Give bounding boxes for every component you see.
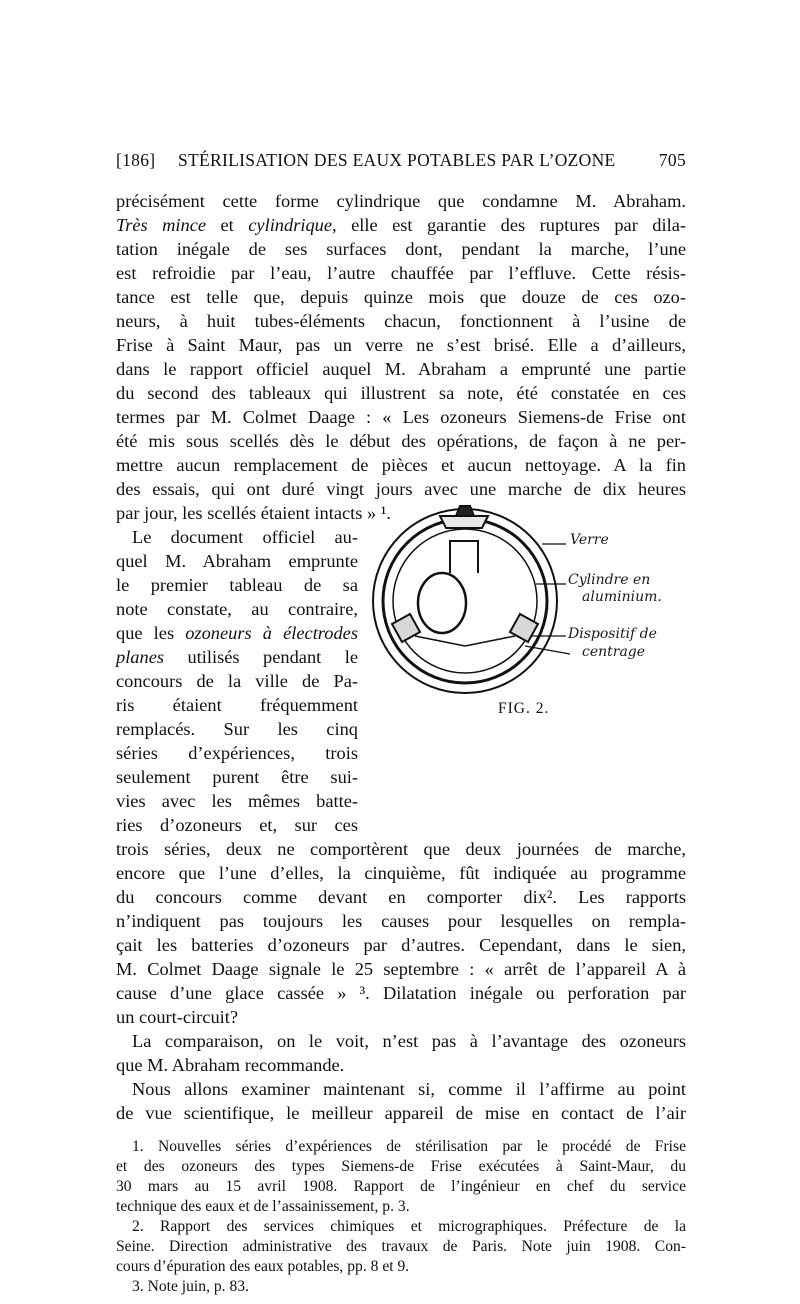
footnote-line: technique des eaux et de l’assainissement, p. 3. [116, 1198, 410, 1215]
emphasis-text: Très mince [116, 215, 207, 235]
label-cylindre-line1: Cylindre en [568, 572, 651, 588]
label-cylindre-line2: aluminium. [582, 589, 662, 605]
body-line: Très mince et cylindrique, elle est garantie des ruptures par dila- [116, 215, 686, 235]
top-knob [456, 506, 474, 516]
label-verre: Verre [570, 532, 609, 548]
body-line: n’indiquent pas toujours les causes pour lesquelles on rempla- [116, 911, 686, 931]
body-line: planes utilisés pendant le [116, 647, 358, 667]
figure-caption: FIG. 2. [498, 700, 550, 717]
body-line: Nous allons examiner maintenant si, comme il l’affirme au point [132, 1079, 686, 1099]
page-reference: [186] [116, 150, 156, 170]
page-number: 705 [658, 150, 686, 170]
emphasis-text: ozoneurs à électrodes [185, 623, 358, 643]
body-line: neurs, à huit tubes-éléments chacun, fonctionnent à l’usine de [116, 311, 686, 331]
body-line: de vue scientifique, le meilleur appareil de mise en contact de l’air [116, 1103, 686, 1123]
top-spacer [450, 541, 478, 573]
body-line: cause d’une glace cassée » ³. Dilatation inégale ou perforation par [116, 983, 686, 1003]
body-line: précisément cette forme cylindrique que condamne M. Abraham. [116, 191, 686, 211]
footnote-line: cours d’épuration des eaux potables, pp. 8 et 9. [116, 1258, 410, 1275]
body-line: tance est telle que, depuis quinze mois que douze de ces ozo- [116, 287, 686, 307]
emphasis-text: planes [116, 647, 165, 667]
body-line: du concours comme devant en comporter dix². Les rapports [116, 887, 686, 907]
footnote-line: et des ozoneurs des types Siemens-de Frise exécutées à Saint-Maur, du [116, 1158, 686, 1175]
body-line: termes par M. Colmet Daage : « Les ozoneurs Siemens-de Frise ont [116, 407, 686, 427]
body-line: Frise à Saint Maur, pas un verre ne s’est brisé. Elle a d’ailleurs, [116, 335, 686, 355]
label-dispositif-line1: Dispositif de [568, 626, 657, 642]
body-line: ries d’ozoneurs et, sur ces [116, 815, 358, 835]
body-line: un court-circuit? [116, 1007, 239, 1027]
body-line: trois séries, deux ne comportèrent que deux journées de marche, [116, 839, 686, 859]
body-line: est refroidie par l’eau, l’autre chauffée par l’effluve. Cette résis- [116, 263, 686, 283]
footnote-line: 30 mars au 15 avril 1908. Rapport de l’ingénieur en chef du service [116, 1178, 686, 1195]
body-line: remplacés. Sur les cinq [116, 719, 358, 739]
body-line: dans le rapport officiel auquel M. Abraham a emprunté une partie [116, 359, 686, 379]
emphasis-text: cylindrique [248, 215, 333, 235]
body-line: mettre aucun remplacement de pièces et aucun nettoyage. A la fin [116, 455, 686, 475]
body-line: du second des tableaux qui illustrent sa note, été constatée en ces [116, 383, 686, 403]
body-line: tation inégale de ses surfaces dont, pendant la marche, l’une [116, 239, 686, 259]
running-title: STÉRILISATION DES EAUX POTABLES PAR L’OZONE [178, 150, 616, 170]
body-line: quel M. Abraham emprunte [116, 551, 358, 571]
footnote-line: Seine. Direction administrative des travaux de Paris. Note juin 1908. Con- [116, 1238, 686, 1255]
body-line: Le document officiel au- [132, 527, 358, 547]
body-line: séries d’expériences, trois [116, 743, 358, 763]
body-line: ris étaient fréquemment [116, 695, 358, 715]
body-line: seulement purent être sui- [116, 767, 358, 787]
inner-bore [418, 573, 466, 633]
body-line: encore que l’une d’elles, la cinquième, fût indiquée au programme [116, 863, 686, 883]
footnote-line: 2. Rapport des services chimiques et micrographiques. Préfecture de la [132, 1218, 686, 1235]
body-line: que les ozoneurs à électrodes [116, 623, 358, 643]
body-line: La comparaison, on le voit, n’est pas à l’avantage des ozoneurs [132, 1031, 686, 1051]
label-dispositif-line2: centrage [582, 644, 646, 660]
body-line: note constate, au contraire, [116, 599, 358, 619]
body-line: des essais, qui ont duré vingt jours avec une marche de dix heures [116, 479, 686, 499]
body-line: été mis sous scellés dès le début des opérations, de façon à ne per- [116, 431, 686, 451]
body-line: çait les batteries d’ozoneurs par d’autres. Cependant, dans le sien, [116, 935, 686, 955]
top-cap [440, 516, 488, 528]
running-header [116, 150, 686, 174]
footnote-line: 3. Note juin, p. 83. [132, 1278, 249, 1295]
body-line: le premier tableau de sa [116, 575, 358, 595]
body-line: par jour, les scellés étaient intacts » ¹. [116, 503, 391, 523]
body-line: M. Colmet Daage signale le 25 septembre : « arrêt de l’appareil A à [116, 959, 686, 979]
body-line: que M. Abraham recommande. [116, 1055, 345, 1075]
right-centering-pad [510, 614, 538, 642]
body-line: concours de la ville de Pa- [116, 671, 358, 691]
body-line: vies avec les mêmes batte- [116, 791, 358, 811]
left-centering-pad [392, 614, 420, 642]
footnote-line: 1. Nouvelles séries d’expériences de stérilisation par le procédé de Frise [132, 1138, 686, 1155]
